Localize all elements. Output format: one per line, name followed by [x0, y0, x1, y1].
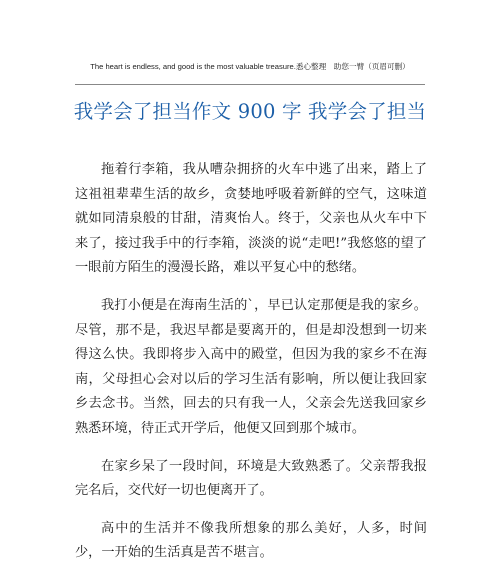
document-body	[75, 158, 427, 566]
paragraph: 在家乡呆了一段时间，环境是大致熟悉了。父亲帮我报完名后，交代好一切也便离开了。	[75, 458, 427, 499]
paragraph: 高中的生活并不像我所想象的那么美好，人多，时间少，一开始的生活真是苦不堪言。	[75, 520, 427, 561]
page-header	[75, 62, 425, 72]
paragraph: 我打小便是在海南生活的`，早已认定那便是我的家乡。尽管，那不是，我迟早都是要离开的，但是却没想到一切来得这么快。我即将步入高中的殿堂，但因为我的家乡不在海南，父母担心会对以后的学习生活有影响，所以便让我回家乡去念书。当然，回去的只有我一人，父亲会先送我回家乡熟悉环境，待正式开学后，他便又回到那个城市。	[75, 297, 427, 436]
paragraph: 拖着行李箱，我从嘈杂拥挤的火车中逃了出来，踏上了这祖祖辈辈生活的故乡，贪婪地呼吸着新鲜的空气，这味道就如同清泉般的甘甜，清爽怡人。终于，父亲也从火车中下来了，接过我手中的行李箱，淡淡的说“走吧!”我悠悠的望了一眼前方陌生的漫漫长路，难以平复心中的愁绪。	[75, 162, 427, 276]
header-english-text: The heart is endless, and good is the most valuable treasure.	[90, 62, 296, 71]
header-chinese-text: 悉心整理 助您一臂（页眉可删）	[295, 62, 410, 71]
document-title: 我学会了担当作文 900 字 我学会了担当	[73, 100, 427, 123]
header-divider	[75, 84, 425, 85]
